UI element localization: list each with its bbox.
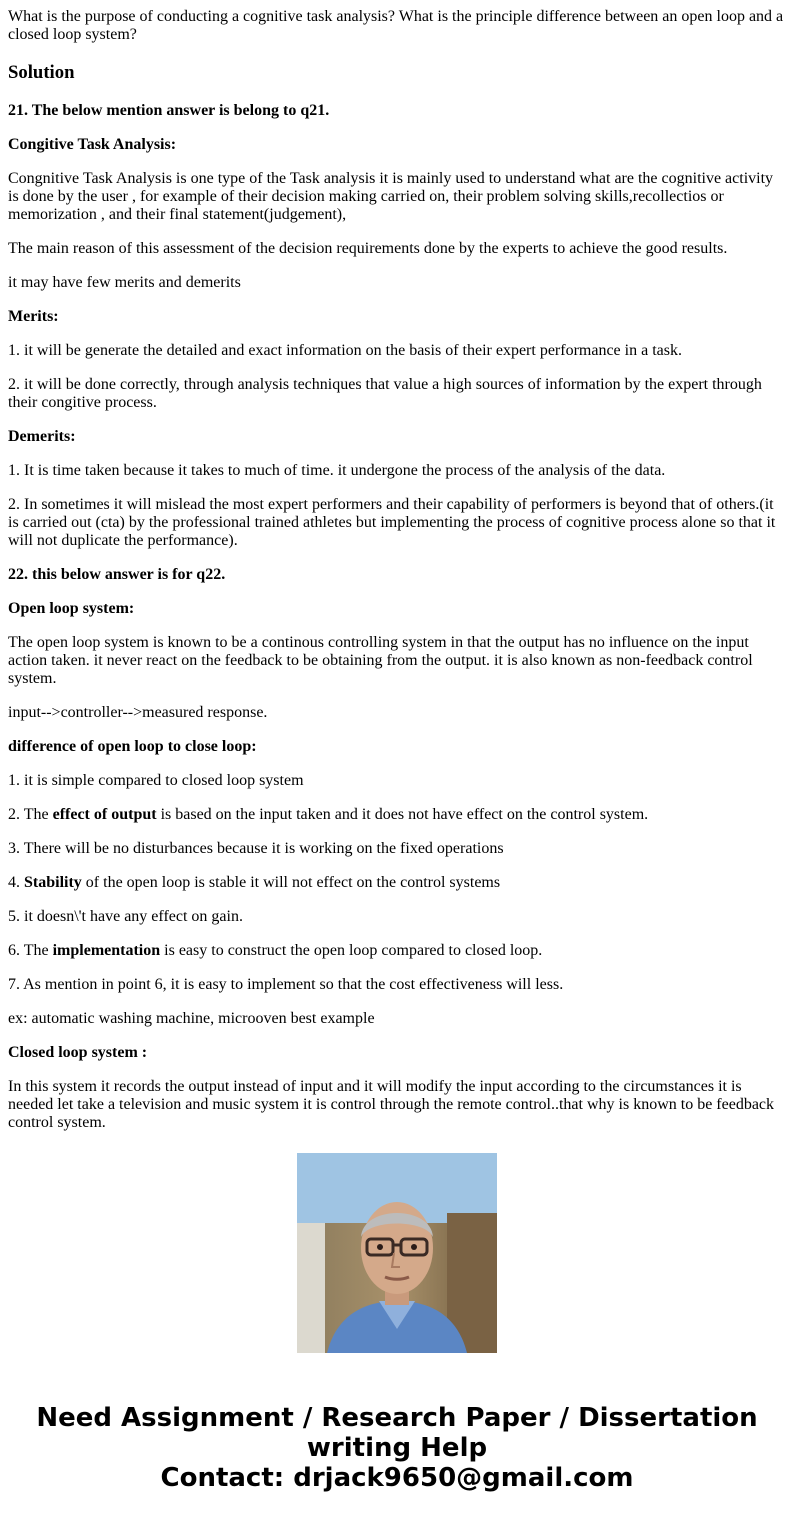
difference-point-4: 4. Stability of the open loop is stable it will not effect on the control systems — [8, 874, 501, 891]
solution-document — [8, 0, 786, 1131]
open-loop-example: ex: automatic washing machine, microoven best example — [8, 1010, 375, 1027]
closed-loop-heading: Closed loop system : — [8, 1044, 148, 1061]
q22-heading: 22. this below answer is for q22. — [8, 566, 226, 583]
demerit-item-1: 1. It is time taken because it takes to much of time. it undergone the process of the analysis of the data. — [8, 462, 666, 479]
cta-subheading: Congitive Task Analysis: — [8, 136, 177, 153]
contact-footer — [0, 1403, 794, 1493]
closed-loop-paragraph: In this system it records the output instead of input and it will modify the input according to the circumstances it is needed let take a television and music system it is control through the remote control..that why is known to be feedback control system. — [8, 1078, 775, 1131]
difference-point-1: 1. it is simple compared to closed loop system — [8, 772, 304, 789]
difference-heading: difference of open loop to close loop: — [8, 738, 257, 755]
cta-paragraph-3: it may have few merits and demerits — [8, 274, 241, 291]
footer-help-text: Need Assignment / Research Paper / Dissertation writing Help — [36, 1403, 758, 1463]
q21-heading: 21. The below mention answer is belong to q21. — [8, 102, 330, 119]
open-loop-flow: input-->controller-->measured response. — [8, 704, 268, 721]
footer-contact-text: Contact: drjack9650@gmail.com — [160, 1463, 634, 1493]
demerits-heading: Demerits: — [8, 428, 76, 445]
author-avatar — [297, 1153, 497, 1353]
merit-item-2: 2. it will be done correctly, through analysis techniques that value a high sources of information by the expert through their congitive process. — [8, 376, 762, 411]
merits-heading: Merits: — [8, 308, 59, 325]
cta-paragraph-2: The main reason of this assessment of the decision requirements done by the experts to achieve the good results. — [8, 240, 728, 257]
difference-point-3: 3. There will be no disturbances because it is working on the fixed operations — [8, 840, 504, 857]
solution-heading: Solution — [8, 62, 75, 83]
author-portrait-icon — [297, 1153, 497, 1353]
open-loop-paragraph: The open loop system is known to be a continous controlling system in that the output has no influence on the input action taken. it never react on the feedback to be obtaining from the output. it is also known as non-feedback control system. — [8, 634, 753, 687]
difference-point-2: 2. The effect of output is based on the input taken and it does not have effect on the control system. — [8, 806, 649, 823]
difference-point-6: 6. The implementation is easy to construct the open loop compared to closed loop. — [8, 942, 543, 959]
merit-item-1: 1. it will be generate the detailed and exact information on the basis of their expert performance in a task. — [8, 342, 682, 359]
open-loop-heading: Open loop system: — [8, 600, 135, 617]
cta-paragraph-1: Congnitive Task Analysis is one type of the Task analysis it is mainly used to understand what are the cognitive activity is done by the user , for example of their decision making carried on, their problem solving skills,recollectios or memorization , and their final statement(judgement), — [8, 170, 774, 223]
difference-point-7: 7. As mention in point 6, it is easy to implement so that the cost effectiveness will less. — [8, 976, 564, 993]
difference-point-5: 5. it doesn\'t have any effect on gain. — [8, 908, 243, 925]
question-text: What is the purpose of conducting a cognitive task analysis? What is the principle difference between an open loop and a closed loop system? — [8, 8, 784, 43]
demerit-item-2: 2. In sometimes it will mislead the most expert performers and their capability of performers is beyond that of others.(it is carried out (cta) by the professional trained athletes but implementing the process of cognitive process alone so that it will not duplicate the performance). — [8, 496, 776, 549]
